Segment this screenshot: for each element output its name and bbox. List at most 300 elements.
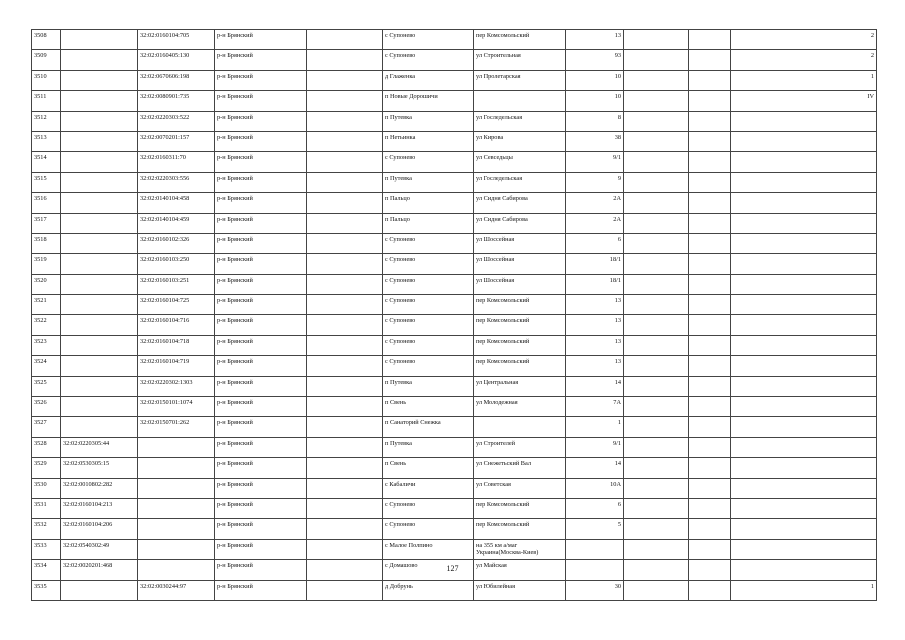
cadastral-number-a-cell xyxy=(61,193,138,213)
settlement-cell: с Супонево xyxy=(383,30,474,50)
cadastral-number-b-cell xyxy=(138,458,215,478)
table-row xyxy=(32,111,877,131)
table-row xyxy=(32,295,877,315)
row-number-cell: 3516 xyxy=(32,193,61,213)
settlement-cell: п Путевка xyxy=(383,111,474,131)
cadastral-number-a-cell xyxy=(61,233,138,253)
empty-cell xyxy=(689,111,731,131)
district-cell: р-н Брянский xyxy=(215,152,307,172)
empty-cell xyxy=(307,233,383,253)
cadastral-number-a-cell xyxy=(61,356,138,376)
row-number-cell: 3534 xyxy=(32,560,61,580)
cadastral-number-b-cell xyxy=(138,437,215,457)
settlement-cell: п Путевка xyxy=(383,376,474,396)
table-row xyxy=(32,131,877,151)
house-number-cell: 10 xyxy=(566,91,624,111)
cadastral-number-b-cell: 32:02:0030244:97 xyxy=(138,580,215,600)
cadastral-number-a-cell xyxy=(61,397,138,417)
cadastral-number-b-cell: 32:02:0140104:458 xyxy=(138,193,215,213)
table-row xyxy=(32,458,877,478)
empty-cell xyxy=(307,70,383,90)
street-cell: пер Комсомольский xyxy=(474,335,566,355)
settlement-cell: с Супонево xyxy=(383,274,474,294)
empty-cell xyxy=(624,254,689,274)
cadastral-number-a-cell xyxy=(61,417,138,437)
empty-cell xyxy=(307,356,383,376)
empty-cell xyxy=(689,295,731,315)
empty-cell xyxy=(307,50,383,70)
settlement-cell: п Свень xyxy=(383,458,474,478)
street-cell: пер Комсомольский xyxy=(474,295,566,315)
empty-cell xyxy=(624,295,689,315)
table-row xyxy=(32,254,877,274)
house-number-cell xyxy=(566,539,624,559)
cadastral-number-b-cell: 32:02:0160104:718 xyxy=(138,335,215,355)
settlement-cell: п Нетьинка xyxy=(383,131,474,151)
row-number-cell: 3509 xyxy=(32,50,61,70)
cadastral-number-b-cell: 32:02:0160102:326 xyxy=(138,233,215,253)
row-number-cell: 3526 xyxy=(32,397,61,417)
empty-cell xyxy=(307,254,383,274)
row-number-cell: 3524 xyxy=(32,356,61,376)
street-cell: ул Сидня Сабирова xyxy=(474,213,566,233)
table-row xyxy=(32,315,877,335)
empty-cell xyxy=(307,172,383,192)
row-number-cell: 3513 xyxy=(32,131,61,151)
table-row xyxy=(32,91,877,111)
building-number-cell xyxy=(731,519,877,539)
house-number-cell: 1 xyxy=(566,417,624,437)
building-number-cell xyxy=(731,437,877,457)
table-row xyxy=(32,437,877,457)
empty-cell xyxy=(624,50,689,70)
empty-cell xyxy=(689,397,731,417)
street-cell: ул Шоссейная xyxy=(474,254,566,274)
table-body xyxy=(32,30,877,601)
cadastral-number-a-cell xyxy=(61,50,138,70)
empty-cell xyxy=(689,437,731,457)
street-cell: ул Севседьцы xyxy=(474,152,566,172)
empty-cell xyxy=(307,539,383,559)
empty-cell xyxy=(624,172,689,192)
empty-cell xyxy=(689,376,731,396)
cadastral-number-b-cell xyxy=(138,519,215,539)
settlement-cell: с Супонево xyxy=(383,498,474,518)
street-cell: пер Комсомольский xyxy=(474,356,566,376)
cadastral-number-b-cell xyxy=(138,478,215,498)
building-number-cell xyxy=(731,397,877,417)
empty-cell xyxy=(307,498,383,518)
district-cell: р-н Брянский xyxy=(215,233,307,253)
settlement-cell: д Добрунь xyxy=(383,580,474,600)
empty-cell xyxy=(624,519,689,539)
house-number-cell: 8 xyxy=(566,111,624,131)
empty-cell xyxy=(689,254,731,274)
street-cell: ул Снежетьский Вал xyxy=(474,458,566,478)
street-cell: ул Советская xyxy=(474,478,566,498)
row-number-cell: 3512 xyxy=(32,111,61,131)
empty-cell xyxy=(624,213,689,233)
district-cell: р-н Брянский xyxy=(215,376,307,396)
cadastral-number-a-cell xyxy=(61,30,138,50)
empty-cell xyxy=(307,397,383,417)
empty-cell xyxy=(624,233,689,253)
table-row xyxy=(32,233,877,253)
row-number-cell: 3517 xyxy=(32,213,61,233)
cadastral-number-a-cell xyxy=(61,274,138,294)
row-number-cell: 3531 xyxy=(32,498,61,518)
house-number-cell: 13 xyxy=(566,315,624,335)
empty-cell xyxy=(624,437,689,457)
street-cell: ул Юбилейная xyxy=(474,580,566,600)
house-number-cell: 93 xyxy=(566,50,624,70)
house-number-cell: 30 xyxy=(566,580,624,600)
settlement-cell: д Глаженка xyxy=(383,70,474,90)
street-cell: ул Молодежная xyxy=(474,397,566,417)
empty-cell xyxy=(624,152,689,172)
district-cell: р-н Брянский xyxy=(215,580,307,600)
house-number-cell: 9/1 xyxy=(566,152,624,172)
empty-cell xyxy=(624,417,689,437)
row-number-cell: 3530 xyxy=(32,478,61,498)
empty-cell xyxy=(624,376,689,396)
settlement-cell: с Супонево xyxy=(383,295,474,315)
empty-cell xyxy=(624,274,689,294)
empty-cell xyxy=(307,274,383,294)
empty-cell xyxy=(624,498,689,518)
district-cell: р-н Брянский xyxy=(215,172,307,192)
building-number-cell xyxy=(731,213,877,233)
empty-cell xyxy=(307,213,383,233)
empty-cell xyxy=(689,519,731,539)
cadastral-number-b-cell: 32:02:0160104:725 xyxy=(138,295,215,315)
table-row xyxy=(32,274,877,294)
empty-cell xyxy=(689,539,731,559)
empty-cell xyxy=(689,50,731,70)
settlement-cell: п Пальцо xyxy=(383,213,474,233)
cadastral-number-b-cell: 32:02:0160405:130 xyxy=(138,50,215,70)
building-number-cell xyxy=(731,498,877,518)
row-number-cell: 3523 xyxy=(32,335,61,355)
building-number-cell: 2 xyxy=(731,30,877,50)
row-number-cell: 3515 xyxy=(32,172,61,192)
street-cell: пер Комсомольский xyxy=(474,519,566,539)
settlement-cell: с Домашово xyxy=(383,560,474,580)
empty-cell xyxy=(307,152,383,172)
building-number-cell: 2 xyxy=(731,50,877,70)
row-number-cell: 3532 xyxy=(32,519,61,539)
settlement-cell: с Супонево xyxy=(383,254,474,274)
table-row xyxy=(32,478,877,498)
cadastral-number-b-cell: 32:02:0220303:522 xyxy=(138,111,215,131)
cadastral-number-b-cell: 32:02:0080901:735 xyxy=(138,91,215,111)
row-number-cell: 3514 xyxy=(32,152,61,172)
empty-cell xyxy=(307,295,383,315)
building-number-cell xyxy=(731,295,877,315)
street-cell: ул Шоссейная xyxy=(474,233,566,253)
building-number-cell xyxy=(731,172,877,192)
table-row xyxy=(32,580,877,600)
street-cell: ул Строителей xyxy=(474,437,566,457)
district-cell: р-н Брянский xyxy=(215,91,307,111)
street-cell: ул Госледельская xyxy=(474,111,566,131)
empty-cell xyxy=(689,172,731,192)
table-row xyxy=(32,50,877,70)
cadastral-number-a-cell xyxy=(61,213,138,233)
building-number-cell xyxy=(731,417,877,437)
cadastral-number-b-cell: 32:02:0160103:250 xyxy=(138,254,215,274)
house-number-cell: 18/1 xyxy=(566,274,624,294)
empty-cell xyxy=(307,315,383,335)
row-number-cell: 3529 xyxy=(32,458,61,478)
building-number-cell xyxy=(731,315,877,335)
empty-cell xyxy=(307,478,383,498)
building-number-cell xyxy=(731,254,877,274)
empty-cell xyxy=(307,376,383,396)
district-cell: р-н Брянский xyxy=(215,498,307,518)
empty-cell xyxy=(307,417,383,437)
row-number-cell: 3525 xyxy=(32,376,61,396)
district-cell: р-н Брянский xyxy=(215,478,307,498)
row-number-cell: 3510 xyxy=(32,70,61,90)
empty-cell xyxy=(624,335,689,355)
settlement-cell: с Супонево xyxy=(383,315,474,335)
settlement-cell: с Кабаличи xyxy=(383,478,474,498)
cadastral-number-a-cell xyxy=(61,91,138,111)
settlement-cell: с Супонево xyxy=(383,519,474,539)
row-number-cell: 3522 xyxy=(32,315,61,335)
empty-cell xyxy=(307,111,383,131)
empty-cell xyxy=(689,233,731,253)
cadastral-number-a-cell: 32:02:0160104:213 xyxy=(61,498,138,518)
empty-cell xyxy=(689,70,731,90)
cadastral-number-a-cell xyxy=(61,172,138,192)
register-table xyxy=(31,29,877,601)
district-cell: р-н Брянский xyxy=(215,111,307,131)
empty-cell xyxy=(624,397,689,417)
cadastral-number-b-cell: 32:02:0160103:251 xyxy=(138,274,215,294)
settlement-cell: п Путевка xyxy=(383,437,474,457)
district-cell: р-н Брянский xyxy=(215,397,307,417)
cadastral-number-a-cell: 32:02:0530305:15 xyxy=(61,458,138,478)
empty-cell xyxy=(624,30,689,50)
settlement-cell: п Новые Дорошичи xyxy=(383,91,474,111)
empty-cell xyxy=(307,437,383,457)
street-cell: на 355 км а/маг Украина(Москва-Киев) xyxy=(474,539,566,559)
empty-cell xyxy=(307,91,383,111)
empty-cell xyxy=(624,131,689,151)
empty-cell xyxy=(689,274,731,294)
district-cell: р-н Брянский xyxy=(215,437,307,457)
street-cell: ул Центральная xyxy=(474,376,566,396)
settlement-cell: с Супонево xyxy=(383,233,474,253)
street-cell: ул Шоссейная xyxy=(474,274,566,294)
house-number-cell: 9/1 xyxy=(566,437,624,457)
empty-cell xyxy=(307,458,383,478)
house-number-cell: 10 xyxy=(566,70,624,90)
street-cell: ул Пролетарская xyxy=(474,70,566,90)
empty-cell xyxy=(689,458,731,478)
empty-cell xyxy=(689,498,731,518)
district-cell: р-н Брянский xyxy=(215,458,307,478)
empty-cell xyxy=(624,193,689,213)
building-number-cell xyxy=(731,193,877,213)
house-number-cell: 13 xyxy=(566,335,624,355)
street-cell: ул Сидня Сабирова xyxy=(474,193,566,213)
empty-cell xyxy=(689,30,731,50)
cadastral-number-b-cell: 32:02:0160311:70 xyxy=(138,152,215,172)
table-row xyxy=(32,498,877,518)
empty-cell xyxy=(689,580,731,600)
building-number-cell xyxy=(731,356,877,376)
table-row xyxy=(32,539,877,559)
row-number-cell: 3508 xyxy=(32,30,61,50)
cadastral-number-a-cell xyxy=(61,70,138,90)
empty-cell xyxy=(689,315,731,335)
cadastral-number-b-cell xyxy=(138,539,215,559)
cadastral-number-a-cell xyxy=(61,254,138,274)
empty-cell xyxy=(624,356,689,376)
row-number-cell: 3533 xyxy=(32,539,61,559)
house-number-cell: 2А xyxy=(566,193,624,213)
row-number-cell: 3535 xyxy=(32,580,61,600)
district-cell: р-н Брянский xyxy=(215,560,307,580)
street-cell: ул Госледельская xyxy=(474,172,566,192)
row-number-cell: 3520 xyxy=(32,274,61,294)
street-cell xyxy=(474,417,566,437)
empty-cell xyxy=(689,91,731,111)
district-cell: р-н Брянский xyxy=(215,213,307,233)
district-cell: р-н Брянский xyxy=(215,315,307,335)
street-cell: ул Майская xyxy=(474,560,566,580)
house-number-cell: 2А xyxy=(566,213,624,233)
settlement-cell: с Супонево xyxy=(383,152,474,172)
empty-cell xyxy=(624,91,689,111)
empty-cell xyxy=(689,417,731,437)
street-cell: ул Строительная xyxy=(474,50,566,70)
building-number-cell: 1 xyxy=(731,70,877,90)
empty-cell xyxy=(624,315,689,335)
building-number-cell: 1 xyxy=(731,580,877,600)
building-number-cell: IV xyxy=(731,91,877,111)
empty-cell xyxy=(307,131,383,151)
empty-cell xyxy=(624,111,689,131)
house-number-cell: 5 xyxy=(566,519,624,539)
cadastral-number-a-cell xyxy=(61,111,138,131)
building-number-cell xyxy=(731,111,877,131)
street-cell: ул Кирова xyxy=(474,131,566,151)
house-number-cell: 14 xyxy=(566,376,624,396)
district-cell: р-н Брянский xyxy=(215,50,307,70)
district-cell: р-н Брянский xyxy=(215,417,307,437)
table-row xyxy=(32,30,877,50)
cadastral-number-a-cell: 32:02:0540302:49 xyxy=(61,539,138,559)
table-row xyxy=(32,397,877,417)
cadastral-number-a-cell xyxy=(61,295,138,315)
house-number-cell: 13 xyxy=(566,356,624,376)
cadastral-number-a-cell xyxy=(61,315,138,335)
empty-cell xyxy=(624,458,689,478)
table-row xyxy=(32,70,877,90)
building-number-cell xyxy=(731,458,877,478)
district-cell: р-н Брянский xyxy=(215,30,307,50)
settlement-cell: с Супонево xyxy=(383,356,474,376)
empty-cell xyxy=(624,580,689,600)
cadastral-number-b-cell xyxy=(138,498,215,518)
empty-cell xyxy=(689,335,731,355)
building-number-cell xyxy=(731,233,877,253)
row-number-cell: 3528 xyxy=(32,437,61,457)
house-number-cell: 9 xyxy=(566,172,624,192)
table-row xyxy=(32,376,877,396)
cadastral-number-b-cell: 32:02:0160104:719 xyxy=(138,356,215,376)
street-cell: пер Комсомольский xyxy=(474,30,566,50)
empty-cell xyxy=(307,30,383,50)
house-number-cell: 6 xyxy=(566,233,624,253)
cadastral-number-a-cell: 32:02:0160104:206 xyxy=(61,519,138,539)
house-number-cell: 7А xyxy=(566,397,624,417)
cadastral-number-b-cell: 32:02:0150701:262 xyxy=(138,417,215,437)
district-cell: р-н Брянский xyxy=(215,335,307,355)
district-cell: р-н Брянский xyxy=(215,274,307,294)
empty-cell xyxy=(689,356,731,376)
building-number-cell xyxy=(731,335,877,355)
building-number-cell xyxy=(731,376,877,396)
building-number-cell xyxy=(731,131,877,151)
cadastral-number-b-cell: 32:02:0140104:459 xyxy=(138,213,215,233)
empty-cell xyxy=(689,478,731,498)
page-number: 127 xyxy=(446,564,459,573)
cadastral-number-a-cell xyxy=(61,335,138,355)
row-number-cell: 3518 xyxy=(32,233,61,253)
empty-cell xyxy=(624,478,689,498)
house-number-cell: 18/1 xyxy=(566,254,624,274)
cadastral-number-b-cell: 32:02:0070201:157 xyxy=(138,131,215,151)
row-number-cell: 3519 xyxy=(32,254,61,274)
house-number-cell: 10А xyxy=(566,478,624,498)
street-cell xyxy=(474,91,566,111)
district-cell: р-н Брянский xyxy=(215,356,307,376)
cadastral-number-b-cell: 32:02:0670606:198 xyxy=(138,70,215,90)
district-cell: р-н Брянский xyxy=(215,70,307,90)
empty-cell xyxy=(624,70,689,90)
settlement-cell: п Свень xyxy=(383,397,474,417)
building-number-cell xyxy=(731,274,877,294)
cadastral-number-a-cell xyxy=(61,376,138,396)
cadastral-number-a-cell xyxy=(61,131,138,151)
settlement-cell: с Супонево xyxy=(383,50,474,70)
table-row xyxy=(32,335,877,355)
building-number-cell xyxy=(731,539,877,559)
house-number-cell: 6 xyxy=(566,498,624,518)
building-number-cell xyxy=(731,152,877,172)
table-row xyxy=(32,417,877,437)
house-number-cell: 14 xyxy=(566,458,624,478)
cadastral-number-b-cell: 32:02:0160104:705 xyxy=(138,30,215,50)
district-cell: р-н Брянский xyxy=(215,193,307,213)
table-row xyxy=(32,193,877,213)
row-number-cell: 3521 xyxy=(32,295,61,315)
settlement-cell: п Санаторий Снежка xyxy=(383,417,474,437)
empty-cell xyxy=(307,519,383,539)
table-row xyxy=(32,356,877,376)
cadastral-number-a-cell: 32:02:0220305:44 xyxy=(61,437,138,457)
district-cell: р-н Брянский xyxy=(215,539,307,559)
settlement-cell: п Путевка xyxy=(383,172,474,192)
table-row xyxy=(32,213,877,233)
cadastral-number-a-cell: 32:02:0020201:468 xyxy=(61,560,138,580)
cadastral-number-a-cell: 32:02:0010802:282 xyxy=(61,478,138,498)
